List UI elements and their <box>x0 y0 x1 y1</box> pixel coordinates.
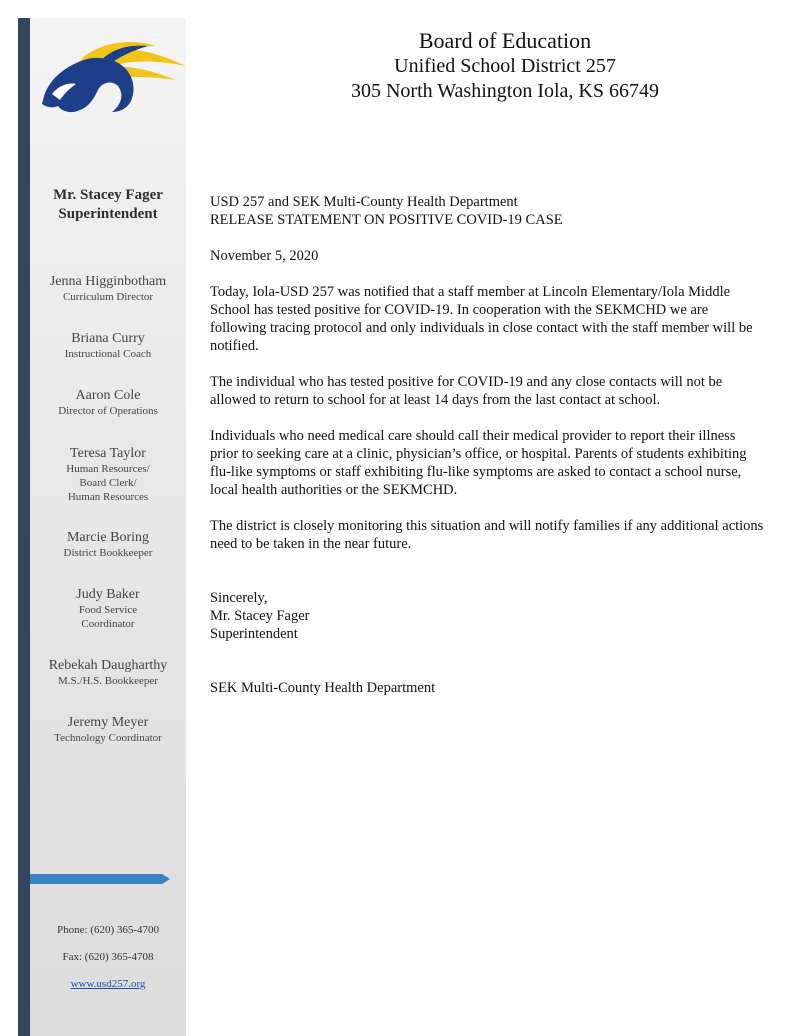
website-link[interactable]: www.usd257.org <box>70 978 146 990</box>
staff-role: Instructional Coach <box>64 348 152 360</box>
letterhead-address: 305 North Washington Iola, KS 66749 <box>350 80 659 102</box>
staff-entry <box>30 273 186 304</box>
staff-name: Briana Curry <box>71 331 145 346</box>
staff-name: Jenna Higginbotham <box>49 274 167 289</box>
letterhead-title: Board of Education <box>418 28 592 53</box>
staff-entry <box>30 529 186 560</box>
superintendent-name: Mr. Stacey Fager <box>53 187 163 203</box>
staff-entry <box>30 445 186 504</box>
staff-entry <box>30 714 186 745</box>
staff-name: Judy Baker <box>76 587 140 602</box>
staff-name: Marcie Boring <box>66 530 150 545</box>
signer-title: Superintendent <box>210 626 298 642</box>
website-link-container <box>30 978 186 990</box>
staff-entry <box>30 387 186 418</box>
letter-heading <box>210 193 766 229</box>
staff-role: Human Resources/ <box>66 463 150 475</box>
phone-number: Phone: (620) 365-4700 <box>56 924 160 936</box>
staff-name: Aaron Cole <box>75 388 141 403</box>
letter-paragraph: Today, Iola-USD 257 was notified that a staff member at Lincoln Elementary/Iola Middle School has tested positive for COVID-19. In cooperation with the SEKMCHD we are following tracing protocol and only individuals in close contact with the staff member will be notified. <box>210 284 753 354</box>
staff-role: Director of Operations <box>58 405 158 417</box>
fax-number: Fax: (620) 365-4708 <box>62 951 154 963</box>
letterhead-district: Unified School District 257 <box>394 55 616 77</box>
staff-role: Coordinator <box>81 618 135 630</box>
staff-name: Jeremy Meyer <box>67 715 149 730</box>
staff-role: Food Service <box>78 604 138 616</box>
staff-name: Teresa Taylor <box>70 446 146 461</box>
closing: Sincerely, <box>210 590 268 606</box>
staff-role: Technology Coordinator <box>54 732 162 744</box>
signature-block <box>210 589 766 643</box>
letter-paragraph: Individuals who need medical care should call their medical provider to report their illness prior to seeking care at a clinic, physician’s office, or hospital. Parents of students exhibiting flu-like symptoms or staff exhibiting flu-like symptoms are asked to contact a school nurse, local health authorities or the SEKMCHD. <box>210 428 747 498</box>
staff-role: Board Clerk/ <box>79 477 137 489</box>
staff-entry <box>30 657 186 688</box>
signer-name: Mr. Stacey Fager <box>210 608 310 624</box>
sidebar-stripe <box>18 18 30 1036</box>
staff-entry <box>30 586 186 631</box>
staff-role: Human Resources <box>67 491 149 503</box>
staff-role: Curriculum Director <box>62 291 154 303</box>
staff-role: M.S./H.S. Bookkeeper <box>58 675 158 687</box>
staff-name: Rebekah Daugharthy <box>48 658 168 673</box>
letter-heading-line: RELEASE STATEMENT ON POSITIVE COVID-19 CASE <box>210 212 563 228</box>
superintendent-block <box>30 186 186 224</box>
arrow-divider-icon <box>30 873 170 885</box>
letter-date: November 5, 2020 <box>210 248 319 264</box>
letterhead <box>300 28 710 104</box>
mustang-logo-icon <box>36 36 188 122</box>
staff-role: District Bookkeeper <box>63 547 153 559</box>
superintendent-role: Superintendent <box>58 206 158 222</box>
co-signer: SEK Multi-County Health Department <box>210 680 436 696</box>
letter-paragraph: The district is closely monitoring this situation and will notify families if any additional actions need to be taken in the near future. <box>210 518 764 552</box>
letter-heading-line: USD 257 and SEK Multi-County Health Department <box>210 194 518 210</box>
letter-body <box>210 193 766 697</box>
staff-entry <box>30 330 186 361</box>
letter-paragraph: The individual who has tested positive for COVID-19 and any close contacts will not be allowed to return to school for at least 14 days from the last contact at school. <box>210 374 723 408</box>
